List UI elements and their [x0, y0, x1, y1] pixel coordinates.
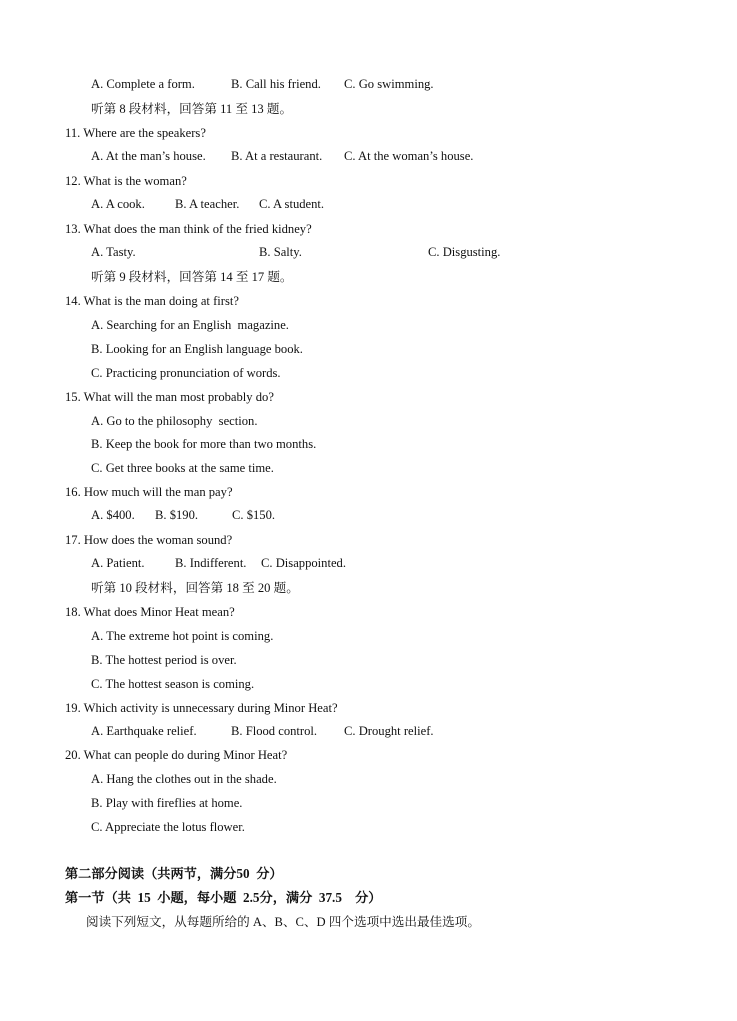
q11-option-b: B. At a restaurant.: [231, 149, 323, 163]
q15-option-c: C. Get three books at the same time.: [91, 461, 274, 475]
q16-option-b: B. $190.: [155, 508, 199, 522]
q13-option-a: A. Tasty.: [91, 245, 136, 259]
q17-option-b: B. Indifferent.: [175, 556, 247, 570]
q14-option-b: B. Looking for an English language book.: [91, 342, 303, 356]
question-13: 13. What does the man think of the fried kidney?: [65, 222, 312, 236]
q11-option-c: C. At the woman’s house.: [344, 149, 474, 163]
q18-option-b: B. The hottest period is over.: [91, 653, 237, 667]
q10-option-a: A. Complete a form.: [91, 77, 195, 91]
q10-option-c: C. Go swimming.: [344, 77, 434, 91]
q18-option-a: A. The extreme hot point is coming.: [91, 629, 274, 643]
q18-option-c: C. The hottest season is coming.: [91, 677, 255, 691]
question-15: 15. What will the man most probably do?: [65, 390, 274, 404]
q16-option-c: C. $150.: [232, 508, 276, 522]
q13-option-b: B. Salty.: [259, 245, 302, 259]
q20-option-b: B. Play with fireflies at home.: [91, 796, 243, 810]
q10-option-b: B. Call his friend.: [231, 77, 321, 91]
part-two-heading: 第二部分阅读（共两节，满分50 分）: [65, 866, 283, 881]
q13-option-c: C. Disgusting.: [428, 245, 501, 259]
q19-option-a: A. Earthquake relief.: [91, 724, 197, 738]
q16-option-a: A. $400.: [91, 508, 135, 522]
question-14: 14. What is the man doing at first?: [65, 294, 239, 308]
question-20: 20. What can people do during Minor Heat?: [65, 748, 288, 762]
q17-option-c: C. Disappointed.: [261, 556, 347, 570]
q12-option-a: A. A cook.: [91, 197, 145, 211]
section-one-heading: 第一节（共 15 小题，每小题 2.5分，满分 37.5 分）: [65, 890, 382, 905]
q14-option-a: A. Searching for an English magazine.: [91, 318, 289, 332]
listening-heading-9: 听第 9 段材料，回答第 14 至 17 题。: [91, 270, 293, 284]
question-17: 17. How does the woman sound?: [65, 533, 233, 547]
q11-option-a: A. At the man’s house.: [91, 149, 206, 163]
question-18: 18. What does Minor Heat mean?: [65, 605, 235, 619]
q19-option-b: B. Flood control.: [231, 724, 318, 738]
question-12: 12. What is the woman?: [65, 174, 187, 188]
q17-option-a: A. Patient.: [91, 556, 145, 570]
reading-instructions: 阅读下列短文，从每题所给的 A、B、C、D 四个选项中选出最佳选项。: [86, 915, 480, 929]
question-19: 19. Which activity is unnecessary during Minor Heat?: [65, 701, 338, 715]
question-11: 11. Where are the speakers?: [65, 126, 206, 140]
q20-option-c: C. Appreciate the lotus flower.: [91, 820, 245, 834]
q14-option-c: C. Practicing pronunciation of words.: [91, 366, 281, 380]
listening-heading-10: 听第 10 段材料，回答第 18 至 20 题。: [91, 581, 299, 595]
q19-option-c: C. Drought relief.: [344, 724, 434, 738]
q12-option-c: C. A student.: [259, 197, 325, 211]
q20-option-a: A. Hang the clothes out in the shade.: [91, 772, 277, 786]
q15-option-a: A. Go to the philosophy section.: [91, 414, 258, 428]
q12-option-b: B. A teacher.: [175, 197, 240, 211]
q15-option-b: B. Keep the book for more than two months.: [91, 437, 317, 451]
question-16: 16. How much will the man pay?: [65, 485, 233, 499]
listening-heading-8: 听第 8 段材料，回答第 11 至 13 题。: [91, 102, 293, 116]
